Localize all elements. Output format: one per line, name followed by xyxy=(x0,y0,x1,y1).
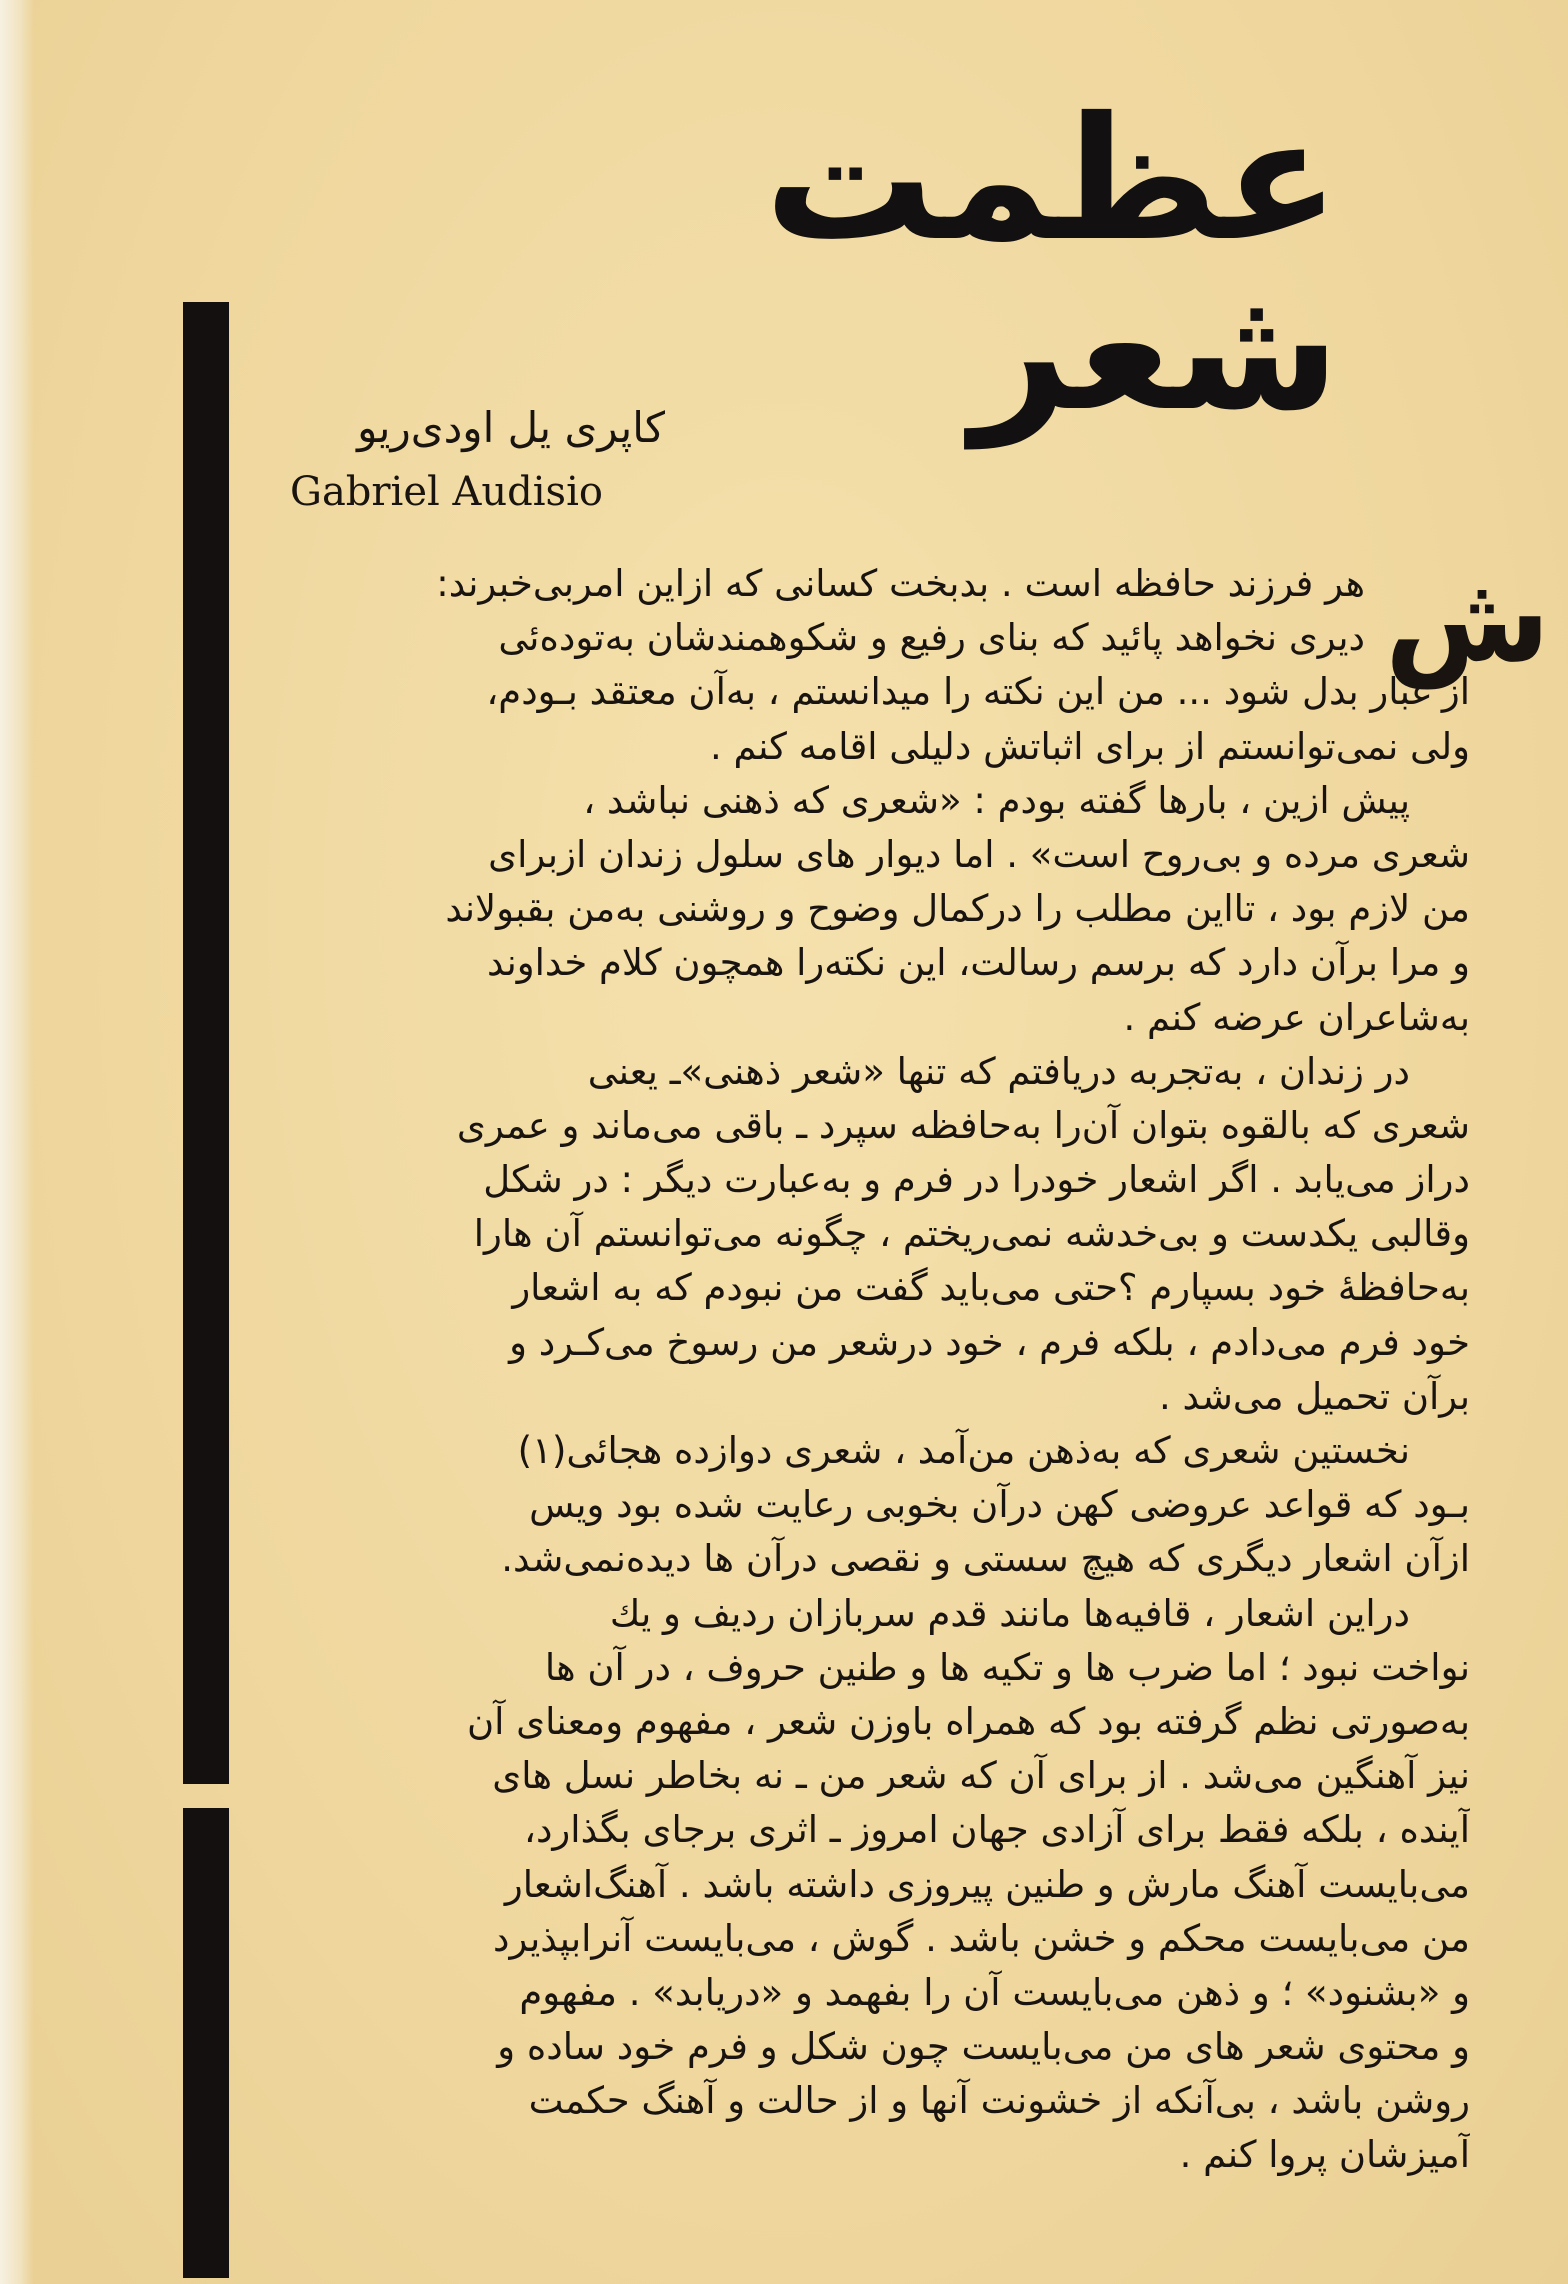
body-line: خود فرم می‌دادم ، بلکه فرم ، خود درشعر من رسوخ می‌کـرد و xyxy=(509,1320,1470,1364)
body-line: من لازم بود ، تااین مطلب را درکمال وضوح و روشنی به‌من بقبولاند xyxy=(445,887,1470,931)
body-line: وقالبی یکدست و بی‌خدشه نمی‌ریختم ، چگونه می‌توانستم آن هارا xyxy=(473,1212,1470,1256)
body-line: به‌شاعران عرضه کنم . xyxy=(1123,995,1470,1039)
body-line: دراز می‌یابد . اگر اشعار خودرا در فرم و به‌عبارت دیگر : در شکل xyxy=(483,1158,1470,1202)
body-line: هر فرزند حافظه است . بدبخت کسانی که ازاین امربی‌خبرند: xyxy=(436,562,1365,605)
body-line: نخستین شعری که به‌ذهن من‌آمد ، شعری دوازده هجائی(۱) xyxy=(517,1429,1410,1472)
body-line: می‌بایست آهنگ مارش و طنین پیروزی داشته باشد . آهنگ‌اشعار xyxy=(504,1862,1470,1906)
drop-cap-letter: ش xyxy=(1384,550,1551,689)
body-line: و محتوی شعر های من می‌بایست چون شکل و فرم خود ساده و xyxy=(497,2025,1470,2069)
vertical-rule-top xyxy=(183,302,229,1784)
body-line: نواخت نبود ؛ اما ضرب ها و تکیه ها و طنین حروف ، در آن ها xyxy=(544,1645,1470,1689)
article-title: عظمت شعر xyxy=(764,81,1340,449)
body-line: و مرا برآن دارد که برسم رسالت، این نکته‌را همچون کلام خداوند xyxy=(487,941,1470,985)
article-body xyxy=(300,557,1470,2183)
vertical-rule-bottom xyxy=(183,1808,229,2278)
body-line: از غبار بدل شود ... من این نکته را میدانستم ، به‌آن معتقد بـودم، xyxy=(486,670,1470,714)
author-name-persian: کاپری یل اودی‌ریو xyxy=(357,403,665,452)
body-line: در زندان ، به‌تجربه دریافتم که تنها «شعر ذهنی»ـ یعنی xyxy=(587,1049,1410,1093)
body-line: آینده ، بلکه فقط برای آزادی جهان امروز ـ اثری برجای بگذارد، xyxy=(524,1808,1470,1852)
body-line: من می‌بایست محکم و خشن باشد . گوش ، می‌بایست آنرابپذیرد xyxy=(493,1916,1470,1960)
page-edge xyxy=(0,0,34,2284)
author-name-latin: Gabriel Audisio xyxy=(290,469,603,515)
body-line: دیری نخواهد پائید که بنای رفیع و شکوهمندشان به‌توده‌ئی xyxy=(498,616,1365,660)
body-line: به‌حافظهٔ خود بسپارم ؟حتی می‌باید گفت من نبودم که به اشعار xyxy=(512,1266,1470,1310)
body-line: روشن باشد ، بی‌آنکه از خشونت آنها و از حالت و آهنگ حکمت xyxy=(528,2079,1470,2123)
body-line: شعری مرده و بی‌روح است» . اما دیوار های سلول زندان ازبرای xyxy=(488,832,1470,876)
body-line: نیز آهنگین می‌شد . از برای آن که شعر من ـ نه بخاطر نسل های xyxy=(492,1754,1470,1798)
body-line: دراین اشعار ، قافیه‌ها مانند قدم سربازان ردیف و یك‌ xyxy=(609,1591,1410,1635)
body-line: ازآن اشعار دیگری که هیچ سستی و نقصی درآن ها دیده‌نمی‌شد. xyxy=(501,1537,1470,1581)
body-line: پیش ازین ، بارها گفته بودم : «شعری که ذهنی نباشد ، xyxy=(583,778,1410,822)
body-line: بـود که قواعد عروضی کهن درآن بخوبی رعایت شده بود ویس xyxy=(529,1483,1470,1527)
body-line: شعری که بالقوه بتوان آن‌را به‌حافظه سپرد ـ باقی می‌ماند و عمری xyxy=(456,1103,1470,1147)
body-line: برآن تحمیل می‌شد . xyxy=(1158,1374,1470,1418)
body-line: و «بشنود» ؛ و ذهن می‌بایست آن را بفهمد و «دریابد» . مفهوم xyxy=(519,1970,1470,2014)
body-line: آمیزشان پروا کنم . xyxy=(1179,2133,1470,2177)
body-line: به‌صورتی نظم گرفته بود که همراه باوزن شعر ، مفهوم ومعنای آن xyxy=(466,1699,1470,1743)
body-line: ولی نمی‌توانستم از برای اثباتش دلیلی اقامه کنم . xyxy=(709,724,1470,768)
